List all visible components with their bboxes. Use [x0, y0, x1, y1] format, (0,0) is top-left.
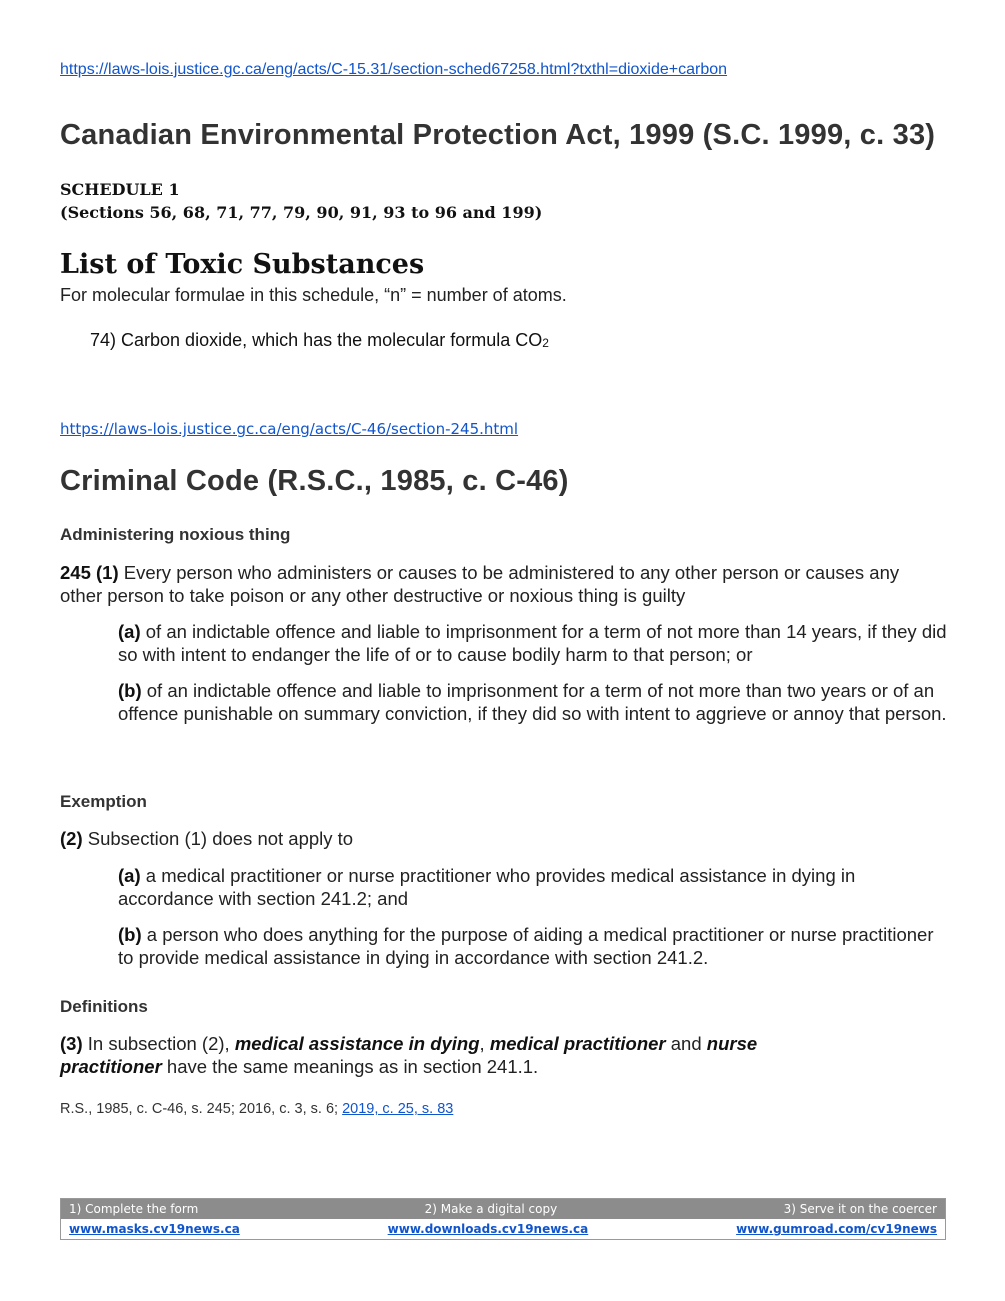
- section-245-2-b-label: (b): [118, 924, 142, 945]
- section-245-3-and: and: [665, 1033, 707, 1054]
- section-245-3-sep: ,: [479, 1033, 490, 1054]
- term-maid: medical assistance in dying: [234, 1033, 480, 1054]
- footer-link-gumroad[interactable]: www.gumroad.com/cv19news: [736, 1222, 937, 1236]
- schedule-label: SCHEDULE 1: [60, 180, 180, 199]
- section-245-2-a-text: a medical practitioner or nurse practitioner who provides medical assistance in dying in accordance with section 241.2; and: [118, 865, 856, 909]
- list-item-74: [90, 330, 549, 351]
- footer-link-downloads[interactable]: www.downloads.cv19news.ca: [387, 1222, 589, 1236]
- section-245-3-intro: In subsection (2),: [82, 1033, 235, 1054]
- section-245-2-a-label: (a): [118, 865, 141, 886]
- section-245-2-label: (2): [60, 828, 83, 849]
- formula-note: For molecular formulae in this schedule, “n” = number of atoms.: [60, 285, 567, 305]
- schedule-sections-ref: (Sections 56, 68, 71, 77, 79, 90, 91, 93 to 96 and 199): [60, 203, 543, 222]
- term-nurse-practitioner: nurse practitioner: [60, 1033, 758, 1077]
- history-text: R.S., 1985, c. C-46, s. 245; 2016, c. 3, s. 6;: [60, 1101, 343, 1117]
- heading-definitions: Definitions: [60, 997, 148, 1016]
- section-245-3-label: (3): [60, 1033, 83, 1054]
- section-245-1-b-text: of an indictable offence and liable to imprisonment for a term of not more than two years or of an offence punishable on summary conviction, if they did so with intent to aggrieve or annoy that person.: [118, 680, 947, 724]
- section-245-1-a-text: of an indictable offence and liable to imprisonment for a term of not more than 14 years, if they did so with intent to endanger the life of or to cause bodily harm to that person; or: [118, 621, 947, 665]
- cepa-title: Canadian Environmental Protection Act, 1999 (S.C. 1999, c. 33): [60, 119, 936, 151]
- section-245-3: [60, 1032, 820, 1078]
- footer-link-masks[interactable]: www.masks.cv19news.ca: [69, 1222, 240, 1236]
- section-245-2: [60, 827, 945, 850]
- list-item-74-text: 74) Carbon dioxide, which has the molecular formula CO: [90, 330, 543, 350]
- footer-steps-row: [61, 1199, 945, 1219]
- section-245-1-text: Every person who administers or causes to be administered to any other person or causes any other person to take poison or any other destructive or noxious thing is guilty: [60, 562, 900, 606]
- section-245-2-text: Subsection (1) does not apply to: [82, 828, 354, 849]
- section-245-2-b: [118, 923, 948, 969]
- heading-exemption: Exemption: [60, 792, 147, 811]
- section-245-1-label: 245 (1): [60, 562, 119, 583]
- section-245-1: [60, 561, 945, 607]
- section-245-1-a: [118, 620, 948, 666]
- schedule-heading: [60, 178, 542, 224]
- section-245-1-b: [118, 679, 948, 725]
- criminal-code-title: Criminal Code (R.S.C., 1985, c. C-46): [60, 465, 569, 497]
- cepa-source-link[interactable]: https://laws-lois.justice.gc.ca/eng/acts/C-15.31/section-sched67258.html?txthl=dioxide+carbon: [60, 61, 728, 78]
- co2-subscript: 2: [542, 336, 549, 350]
- footer-step-3: 3) Serve it on the coercer: [783, 1202, 937, 1216]
- section-245-2-a: [118, 864, 948, 910]
- footer-links-row: [61, 1219, 945, 1239]
- history-amendment-link[interactable]: 2019, c. 25, s. 83: [342, 1101, 454, 1117]
- term-medical-practitioner: medical practitioner: [489, 1033, 666, 1054]
- section-245-1-a-label: (a): [118, 621, 141, 642]
- section-245-3-rest: have the same meanings as in section 241.1.: [161, 1056, 539, 1077]
- section-245-1-b-label: (b): [118, 680, 142, 701]
- criminal-code-source-link[interactable]: https://laws-lois.justice.gc.ca/eng/acts/C-46/section-245.html: [60, 420, 519, 438]
- list-title: List of Toxic Substances: [60, 249, 425, 280]
- section-245-2-b-text: a person who does anything for the purpose of aiding a medical practitioner or nurse practitioner to provide medical assistance in dying in accordance with section 241.2.: [118, 924, 934, 968]
- heading-administering: Administering noxious thing: [60, 525, 291, 544]
- footer-instructions: [60, 1198, 946, 1240]
- footer-step-1: 1) Complete the form: [69, 1202, 199, 1216]
- history-note: [60, 1101, 453, 1117]
- footer-step-2: 2) Make a digital copy: [424, 1202, 558, 1216]
